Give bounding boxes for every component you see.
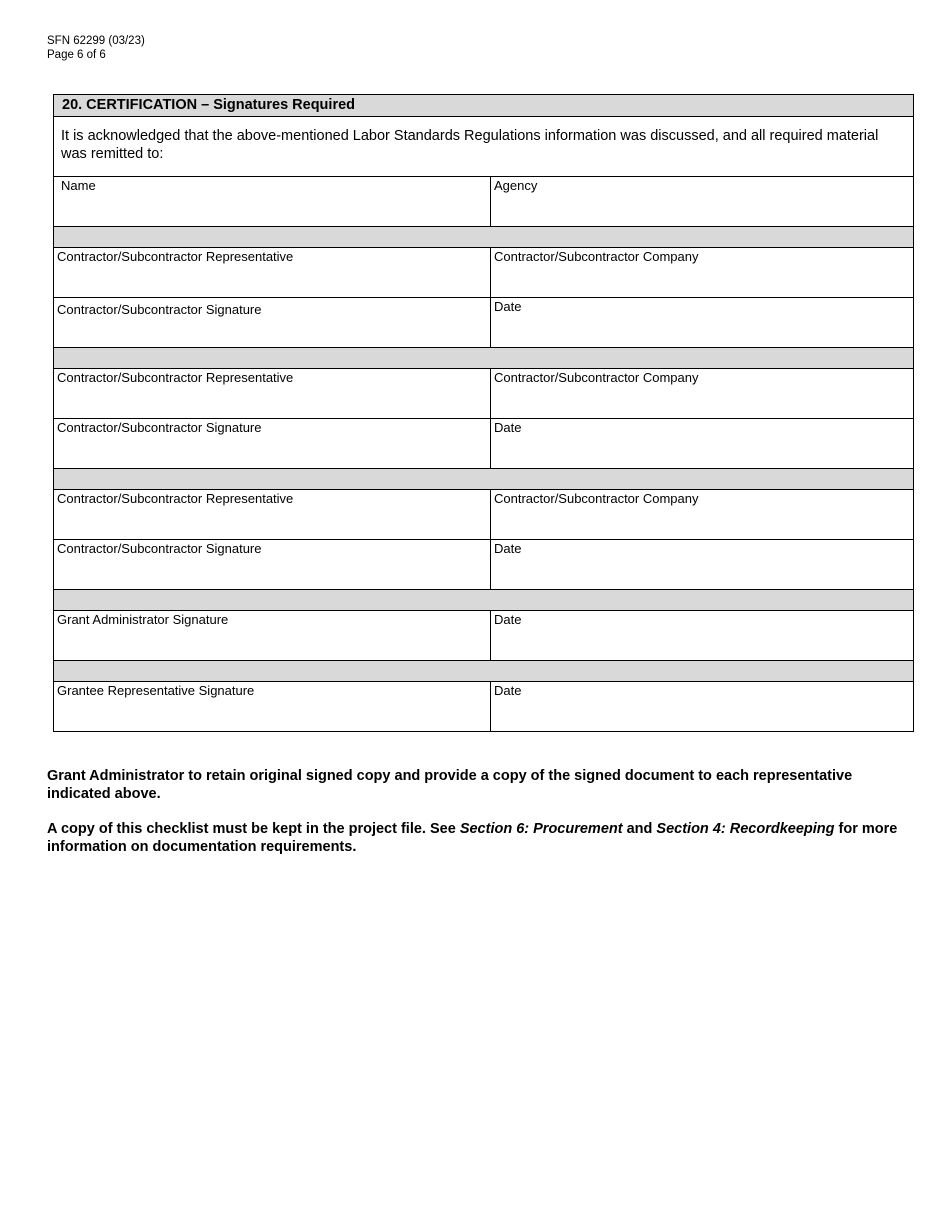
grant-admin-signature-label: Grant Administrator Signature	[57, 612, 229, 627]
grant-admin-date-field[interactable]	[491, 611, 913, 660]
grantee-date-field[interactable]	[491, 682, 913, 731]
contractor-1-rep-row	[54, 248, 913, 298]
contractor-3-rep-row	[54, 490, 913, 540]
date-label: Date	[494, 541, 522, 556]
section-6-reference: Section 6: Procurement	[459, 821, 623, 837]
name-field[interactable]	[54, 177, 491, 226]
date-label: Date	[494, 299, 522, 314]
form-number: SFN 62299 (03/23)	[47, 35, 145, 47]
form-header	[47, 34, 145, 62]
note-and: and	[622, 821, 657, 837]
contractor-signature-label: Contractor/Subcontractor Signature	[57, 541, 262, 556]
retain-copy-note: Grant Administrator to retain original signed copy and provide a copy of the signed document to each representative indicated above.	[47, 768, 853, 802]
name-agency-row	[54, 177, 913, 227]
contractor-3-signature-field[interactable]	[54, 540, 491, 589]
contractor-1-date-field[interactable]	[491, 298, 913, 347]
contractor-signature-label: Contractor/Subcontractor Signature	[57, 420, 262, 435]
date-label: Date	[494, 683, 522, 698]
instructions	[47, 767, 917, 873]
section-4-reference: Section 4: Recordkeeping	[656, 821, 835, 837]
divider-band	[54, 348, 913, 369]
contractor-rep-label: Contractor/Subcontractor Representative	[57, 491, 294, 506]
grantee-rep-signature-label: Grantee Representative Signature	[57, 683, 255, 698]
contractor-2-rep-row	[54, 369, 913, 419]
contractor-2-company-field[interactable]	[491, 369, 913, 418]
contractor-signature-label: Contractor/Subcontractor Signature	[57, 302, 262, 317]
acknowledgement-text: It is acknowledged that the above-mentioned Labor Standards Regulations information was discussed, and all required material was remitted to:	[54, 117, 913, 177]
divider-band	[54, 469, 913, 490]
agency-label: Agency	[494, 178, 538, 193]
date-label: Date	[494, 612, 522, 627]
section-title: 20. CERTIFICATION – Signatures Required	[54, 95, 913, 117]
contractor-company-label: Contractor/Subcontractor Company	[494, 249, 699, 264]
contractor-rep-label: Contractor/Subcontractor Representative	[57, 370, 294, 385]
contractor-1-signature-row	[54, 298, 913, 348]
note-text-2: for more information on documentation requirements.	[47, 821, 898, 855]
contractor-2-representative-field[interactable]	[54, 369, 491, 418]
contractor-3-representative-field[interactable]	[54, 490, 491, 539]
contractor-3-signature-row	[54, 540, 913, 590]
contractor-3-company-field[interactable]	[491, 490, 913, 539]
contractor-1-signature-field[interactable]	[54, 298, 491, 347]
contractor-2-date-field[interactable]	[491, 419, 913, 468]
name-label: Name	[61, 178, 96, 193]
grant-admin-row	[54, 611, 913, 661]
page-number: Page 6 of 6	[47, 49, 106, 61]
contractor-1-company-field[interactable]	[491, 248, 913, 297]
contractor-2-signature-field[interactable]	[54, 419, 491, 468]
contractor-3-date-field[interactable]	[491, 540, 913, 589]
contractor-rep-label: Contractor/Subcontractor Representative	[57, 249, 294, 264]
contractor-company-label: Contractor/Subcontractor Company	[494, 491, 699, 506]
grantee-row	[54, 682, 913, 731]
note-text-1: A copy of this checklist must be kept in the project file. See	[47, 821, 460, 837]
date-label: Date	[494, 420, 522, 435]
contractor-2-signature-row	[54, 419, 913, 469]
contractor-company-label: Contractor/Subcontractor Company	[494, 370, 699, 385]
grantee-rep-signature-field[interactable]	[54, 682, 491, 731]
divider-band	[54, 227, 913, 248]
divider-band	[54, 661, 913, 682]
certification-form	[53, 94, 914, 732]
divider-band	[54, 590, 913, 611]
contractor-1-representative-field[interactable]	[54, 248, 491, 297]
project-file-note	[47, 820, 917, 856]
grant-admin-signature-field[interactable]	[54, 611, 491, 660]
agency-field[interactable]	[491, 177, 913, 226]
